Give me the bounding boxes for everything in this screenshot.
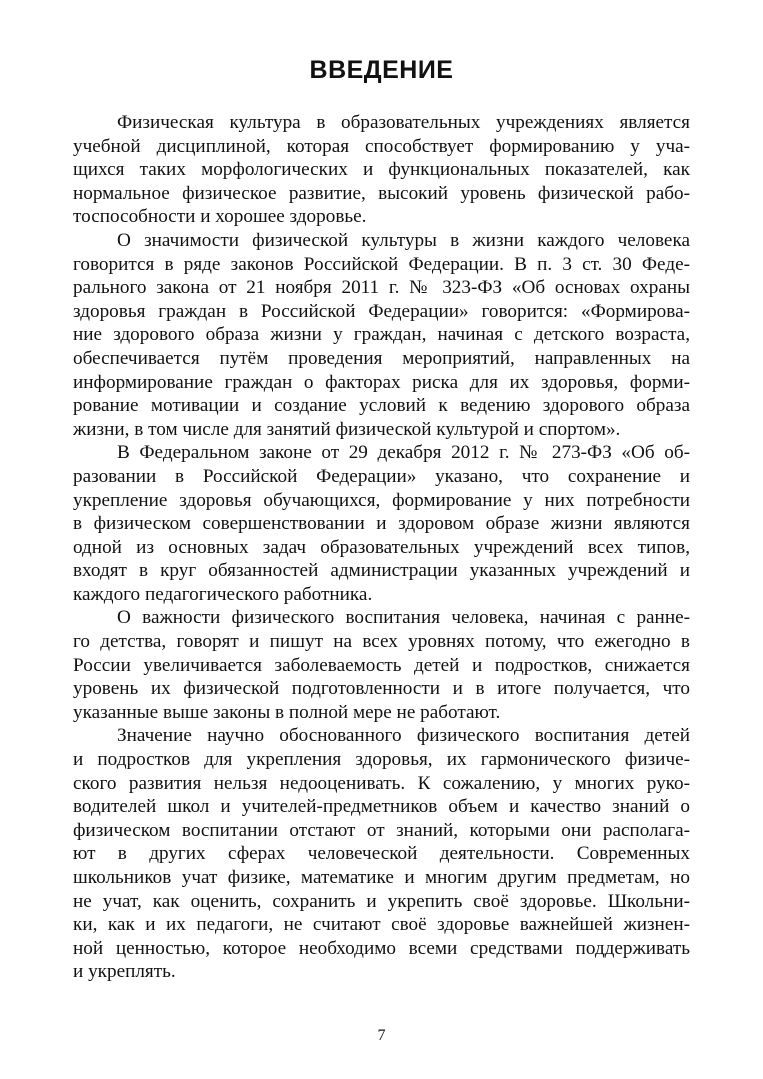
page-title: ВВЕДЕНИЕ bbox=[309, 56, 454, 84]
text-line: учебной дисциплиной, которая способствует формированию у уча- bbox=[73, 135, 690, 157]
text-line: говорится в ряде законов Российской Федерации. В п. 3 ст. 30 Феде- bbox=[73, 253, 690, 275]
text-line: и укреплять. bbox=[73, 961, 176, 983]
text-line: щихся таких морфологических и функциональных показателей, как bbox=[73, 159, 690, 181]
text-line: О важности физического воспитания человека, начиная с ранне- bbox=[117, 607, 690, 629]
paragraph-5 bbox=[73, 724, 690, 984]
text-line: уровень их физической подготовленности и в итоге получается, что bbox=[73, 678, 690, 700]
paragraph-2 bbox=[73, 229, 690, 441]
text-line: каждого педагогического работника. bbox=[73, 583, 373, 605]
text-line: рование мотивации и создание условий к ведению здорового образа bbox=[73, 395, 690, 417]
text-line: ют в других сферах человеческой деятельности. Современных bbox=[73, 843, 690, 865]
text-line: рального закона от 21 ноября 2011 г. № 323-ФЗ «Об основах охраны bbox=[73, 277, 690, 299]
text-line: Физическая культура в образовательных учреждениях является bbox=[117, 112, 690, 133]
text-line: входят в круг обязанностей администрации указанных учреждений и bbox=[73, 560, 690, 582]
text-line: О значимости физической культуры в жизни каждого человека bbox=[117, 229, 690, 251]
text-line: и подростков для укрепления здоровья, их гармонического физиче- bbox=[73, 749, 690, 771]
paragraph-3 bbox=[73, 441, 690, 606]
text-line: указанные выше законы в полной мере не работают. bbox=[73, 701, 501, 723]
body-text bbox=[73, 111, 690, 984]
text-line: жизни, в том числе для занятий физической культурой и спортом». bbox=[73, 418, 621, 440]
text-line: школьников учат физике, математике и многим другим предметам, но bbox=[73, 867, 690, 888]
text-line: не учат, как оценить, сохранить и укрепить своё здоровье. Школьни- bbox=[73, 890, 690, 912]
text-line: ной ценностью, которое необходимо всеми средствами поддерживать bbox=[73, 937, 690, 959]
text-line: информирование граждан о факторах риска для их здоровья, форми- bbox=[73, 371, 690, 393]
text-line: В Федеральном законе от 29 декабря 2012 г. № 273-ФЗ «Об об- bbox=[117, 442, 690, 464]
page-number: 7 bbox=[377, 1027, 386, 1044]
text-line: ки, как и их педагоги, не считают своё здоровье важнейшей жизнен- bbox=[73, 914, 690, 936]
text-line: России увеличивается заболеваемость детей и подростков, снижается bbox=[73, 654, 690, 676]
text-line: ского развития нельзя недооценивать. К сожалению, у многих руко- bbox=[73, 772, 690, 794]
text-line: здоровья граждан в Российской Федерации» говорится: «Формирова- bbox=[73, 300, 690, 322]
text-line: одной из основных задач образовательных учреждений всех типов, bbox=[73, 536, 690, 558]
text-line: нормальное физическое развитие, высокий уровень физической рабо- bbox=[73, 182, 690, 204]
text-line: обеспечивается путём проведения мероприятий, направленных на bbox=[73, 347, 690, 369]
text-line: укрепление здоровья обучающихся, формирование у них потребности bbox=[73, 489, 690, 511]
text-line: разовании в Российской Федерации» указано, что сохранение и bbox=[73, 465, 690, 487]
text-line: в физическом совершенствовании и здоровом образе жизни являются bbox=[73, 513, 690, 535]
text-line: ние здорового образа жизни у граждан, начиная с детского возраста, bbox=[73, 324, 690, 346]
text-line: Значение научно обоснованного физического воспитания детей bbox=[117, 725, 690, 747]
text-line: водителей школ и учителей-предметников объем и качество знаний о bbox=[73, 796, 690, 818]
paragraph-1 bbox=[73, 111, 690, 229]
text-line: го детства, говорят и пишут на всех уровнях потому, что ежегодно в bbox=[73, 631, 690, 653]
paragraph-4 bbox=[73, 606, 690, 724]
text-line: физическом воспитании отстают от знаний, которыми они располага- bbox=[73, 819, 690, 841]
text-line: тоспособности и хорошее здоровье. bbox=[73, 206, 367, 228]
